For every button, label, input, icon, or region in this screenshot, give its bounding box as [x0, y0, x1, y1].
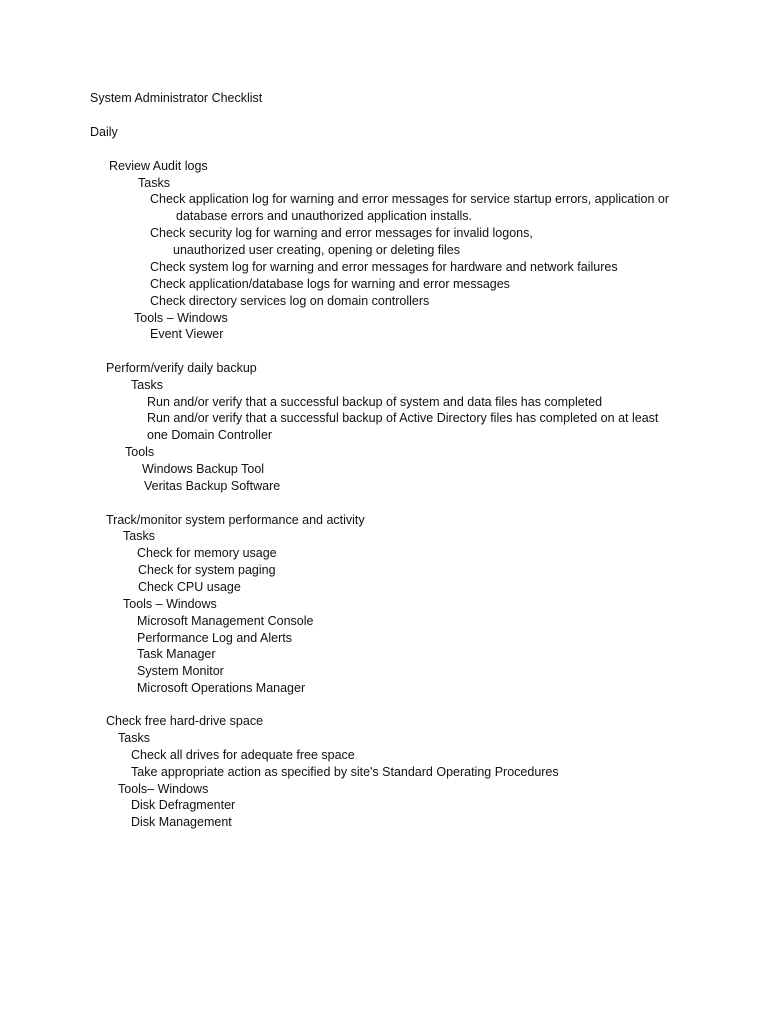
disk-tasks-label: Tasks: [118, 731, 150, 745]
backup-tool-2: Veritas Backup Software: [144, 479, 281, 493]
audit-task-3: Check system log for warning and error messages for hardware and network failures: [150, 260, 618, 274]
disk-tool-1: Disk Defragmenter: [131, 798, 236, 812]
performance-tool-4: System Monitor: [137, 664, 224, 678]
audit-task-1-cont: database errors and unauthorized application installs.: [176, 209, 473, 223]
performance-tool-2: Performance Log and Alerts: [137, 631, 292, 645]
audit-heading: Review Audit logs: [109, 159, 208, 173]
frequency-heading: Daily: [90, 125, 118, 139]
backup-tools-label: Tools: [125, 445, 155, 459]
backup-task-2: Run and/or verify that a successful backup of Active Directory files has completed on at least: [147, 411, 659, 425]
performance-tools-label: Tools – Windows: [123, 597, 217, 611]
backup-heading: Perform/verify daily backup: [106, 361, 257, 375]
audit-task-2: Check security log for warning and error messages for invalid logons,: [150, 226, 533, 240]
backup-task-1: Run and/or verify that a successful backup of system and data files has completed: [147, 395, 603, 409]
backup-tasks-label: Tasks: [131, 378, 163, 392]
performance-tool-1: Microsoft Management Console: [137, 614, 314, 628]
disk-heading: Check free hard-drive space: [106, 714, 264, 728]
disk-task-2: Take appropriate action as specified by site's Standard Operating Procedures: [131, 765, 559, 779]
audit-tasks-label: Tasks: [138, 176, 170, 190]
audit-task-2-cont: unauthorized user creating, opening or deleting files: [173, 243, 460, 257]
audit-task-4: Check application/database logs for warning and error messages: [150, 277, 510, 291]
document-title: System Administrator Checklist: [90, 91, 263, 105]
performance-task-3: Check CPU usage: [138, 580, 241, 594]
disk-tools-label: Tools– Windows: [118, 782, 209, 796]
audit-tools-label: Tools – Windows: [134, 311, 228, 325]
performance-heading: Track/monitor system performance and activity: [106, 513, 365, 527]
disk-tool-2: Disk Management: [131, 815, 232, 829]
performance-tool-5: Microsoft Operations Manager: [137, 681, 306, 695]
backup-tool-1: Windows Backup Tool: [142, 462, 265, 476]
performance-tool-3: Task Manager: [137, 647, 216, 661]
audit-tool-1: Event Viewer: [150, 327, 224, 341]
backup-task-2-cont: one Domain Controller: [147, 428, 273, 442]
performance-task-2: Check for system paging: [138, 563, 276, 577]
performance-tasks-label: Tasks: [123, 529, 155, 543]
audit-task-5: Check directory services log on domain controllers: [150, 294, 430, 308]
disk-task-1: Check all drives for adequate free space: [131, 748, 355, 762]
audit-task-1: Check application log for warning and error messages for service startup errors, application or: [150, 192, 669, 206]
performance-task-1: Check for memory usage: [137, 546, 277, 560]
